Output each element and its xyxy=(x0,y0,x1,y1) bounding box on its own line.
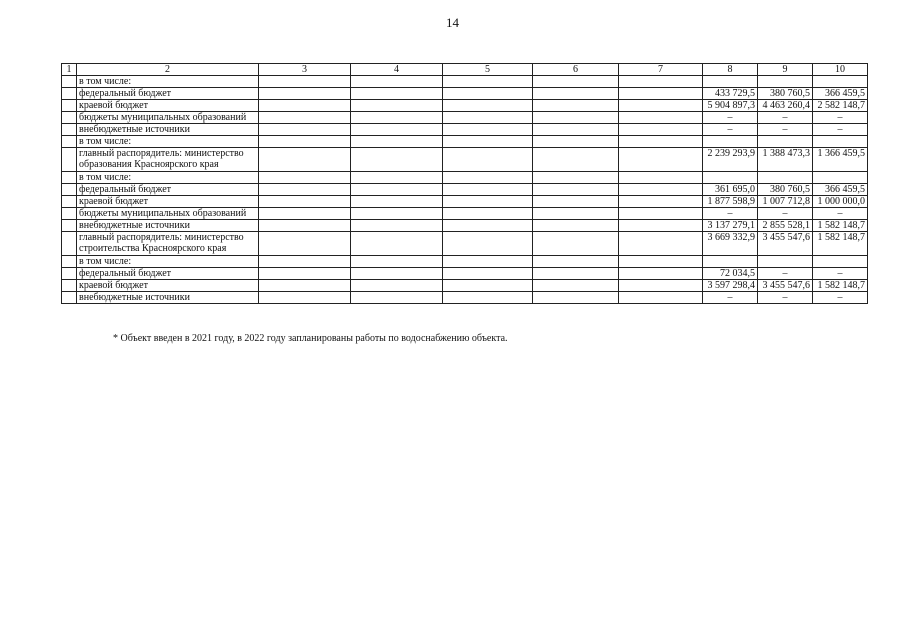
empty-cell-col-3 xyxy=(259,124,351,136)
value-cell-col-8 xyxy=(703,256,758,268)
value-cell-col-8: 361 695,0 xyxy=(703,184,758,196)
empty-cell-col-4 xyxy=(351,172,443,184)
empty-cell-col-3 xyxy=(259,292,351,304)
value-cell-col-9: 380 760,5 xyxy=(758,88,813,100)
table-row xyxy=(62,136,868,148)
table-row xyxy=(62,196,868,208)
table-row xyxy=(62,76,868,88)
header-cell: 2 xyxy=(77,64,259,76)
value-cell-col-8: 5 904 897,3 xyxy=(703,100,758,112)
empty-cell-col-4 xyxy=(351,112,443,124)
table-row xyxy=(62,208,868,220)
empty-cell-col-5 xyxy=(443,208,533,220)
table-row xyxy=(62,88,868,100)
header-cell: 4 xyxy=(351,64,443,76)
empty-cell-col-7 xyxy=(619,172,703,184)
empty-cell-col-5 xyxy=(443,232,533,256)
empty-cell-col-4 xyxy=(351,280,443,292)
value-cell-col-8: – xyxy=(703,112,758,124)
empty-cell-col-1 xyxy=(62,184,77,196)
value-cell-col-8: 72 034,5 xyxy=(703,268,758,280)
empty-cell-col-6 xyxy=(533,232,619,256)
empty-cell-col-7 xyxy=(619,196,703,208)
value-cell-col-10: – xyxy=(813,112,868,124)
header-cell: 6 xyxy=(533,64,619,76)
value-cell-col-10 xyxy=(813,76,868,88)
empty-cell-col-5 xyxy=(443,148,533,172)
row-label: внебюджетные источники xyxy=(77,220,259,232)
row-label: внебюджетные источники xyxy=(77,292,259,304)
row-label: бюджеты муниципальных образований xyxy=(77,112,259,124)
table-row xyxy=(62,232,868,256)
empty-cell-col-4 xyxy=(351,268,443,280)
empty-cell-col-5 xyxy=(443,88,533,100)
value-cell-col-10: 366 459,5 xyxy=(813,184,868,196)
value-cell-col-8: 3 137 279,1 xyxy=(703,220,758,232)
empty-cell-col-5 xyxy=(443,256,533,268)
value-cell-col-8: – xyxy=(703,292,758,304)
empty-cell-col-6 xyxy=(533,136,619,148)
value-cell-col-9: – xyxy=(758,292,813,304)
header-cell: 10 xyxy=(813,64,868,76)
empty-cell-col-5 xyxy=(443,112,533,124)
table-row xyxy=(62,268,868,280)
row-label: федеральный бюджет xyxy=(77,88,259,100)
empty-cell-col-6 xyxy=(533,76,619,88)
empty-cell-col-1 xyxy=(62,124,77,136)
empty-cell-col-7 xyxy=(619,100,703,112)
empty-cell-col-3 xyxy=(259,148,351,172)
table-row xyxy=(62,124,868,136)
empty-cell-col-3 xyxy=(259,196,351,208)
empty-cell-col-1 xyxy=(62,220,77,232)
empty-cell-col-3 xyxy=(259,268,351,280)
empty-cell-col-7 xyxy=(619,268,703,280)
value-cell-col-10 xyxy=(813,172,868,184)
value-cell-col-8 xyxy=(703,172,758,184)
empty-cell-col-4 xyxy=(351,76,443,88)
row-label: главный распорядитель: министерство образования Красноярского края xyxy=(77,148,259,172)
empty-cell-col-6 xyxy=(533,112,619,124)
value-cell-col-9: 1 388 473,3 xyxy=(758,148,813,172)
row-label: в том числе: xyxy=(77,256,259,268)
empty-cell-col-4 xyxy=(351,184,443,196)
empty-cell-col-5 xyxy=(443,184,533,196)
empty-cell-col-6 xyxy=(533,124,619,136)
value-cell-col-8 xyxy=(703,136,758,148)
row-label: федеральный бюджет xyxy=(77,268,259,280)
row-label: краевой бюджет xyxy=(77,280,259,292)
empty-cell-col-3 xyxy=(259,232,351,256)
value-cell-col-10: 1 582 148,7 xyxy=(813,280,868,292)
empty-cell-col-1 xyxy=(62,280,77,292)
empty-cell-col-6 xyxy=(533,196,619,208)
empty-cell-col-4 xyxy=(351,148,443,172)
value-cell-col-10 xyxy=(813,256,868,268)
empty-cell-col-5 xyxy=(443,100,533,112)
empty-cell-col-3 xyxy=(259,184,351,196)
empty-cell-col-5 xyxy=(443,76,533,88)
header-cell: 3 xyxy=(259,64,351,76)
header-cell: 8 xyxy=(703,64,758,76)
empty-cell-col-1 xyxy=(62,148,77,172)
row-label: бюджеты муниципальных образований xyxy=(77,208,259,220)
value-cell-col-9: 3 455 547,6 xyxy=(758,280,813,292)
empty-cell-col-1 xyxy=(62,136,77,148)
empty-cell-col-1 xyxy=(62,112,77,124)
header-cell: 9 xyxy=(758,64,813,76)
empty-cell-col-3 xyxy=(259,112,351,124)
row-label: в том числе: xyxy=(77,76,259,88)
empty-cell-col-4 xyxy=(351,196,443,208)
budget-table-body xyxy=(62,64,868,304)
empty-cell-col-3 xyxy=(259,220,351,232)
value-cell-col-8: 2 239 293,9 xyxy=(703,148,758,172)
row-label: в том числе: xyxy=(77,172,259,184)
value-cell-col-9: – xyxy=(758,268,813,280)
empty-cell-col-1 xyxy=(62,100,77,112)
value-cell-col-10: – xyxy=(813,268,868,280)
empty-cell-col-3 xyxy=(259,88,351,100)
empty-cell-col-7 xyxy=(619,220,703,232)
empty-cell-col-1 xyxy=(62,256,77,268)
row-label: внебюджетные источники xyxy=(77,124,259,136)
empty-cell-col-4 xyxy=(351,256,443,268)
table-row xyxy=(62,220,868,232)
table-row xyxy=(62,148,868,172)
value-cell-col-8: 3 597 298,4 xyxy=(703,280,758,292)
empty-cell-col-4 xyxy=(351,124,443,136)
empty-cell-col-5 xyxy=(443,124,533,136)
empty-cell-col-7 xyxy=(619,256,703,268)
header-cell: 1 xyxy=(62,64,77,76)
value-cell-col-8: 3 669 332,9 xyxy=(703,232,758,256)
empty-cell-col-7 xyxy=(619,124,703,136)
empty-cell-col-4 xyxy=(351,220,443,232)
value-cell-col-10: – xyxy=(813,292,868,304)
empty-cell-col-4 xyxy=(351,232,443,256)
empty-cell-col-6 xyxy=(533,148,619,172)
empty-cell-col-1 xyxy=(62,268,77,280)
empty-cell-col-1 xyxy=(62,88,77,100)
row-label: главный распорядитель: министерство строительства Красноярского края xyxy=(77,232,259,256)
header-cell: 5 xyxy=(443,64,533,76)
value-cell-col-8: – xyxy=(703,124,758,136)
empty-cell-col-3 xyxy=(259,172,351,184)
empty-cell-col-5 xyxy=(443,196,533,208)
empty-cell-col-6 xyxy=(533,88,619,100)
empty-cell-col-1 xyxy=(62,196,77,208)
table-row xyxy=(62,100,868,112)
empty-cell-col-5 xyxy=(443,292,533,304)
value-cell-col-9 xyxy=(758,136,813,148)
empty-cell-col-5 xyxy=(443,172,533,184)
empty-cell-col-4 xyxy=(351,88,443,100)
value-cell-col-9 xyxy=(758,76,813,88)
empty-cell-col-1 xyxy=(62,208,77,220)
empty-cell-col-5 xyxy=(443,280,533,292)
empty-cell-col-7 xyxy=(619,280,703,292)
table-row xyxy=(62,112,868,124)
header-cell: 7 xyxy=(619,64,703,76)
value-cell-col-9: – xyxy=(758,124,813,136)
value-cell-col-9: 380 760,5 xyxy=(758,184,813,196)
empty-cell-col-7 xyxy=(619,136,703,148)
value-cell-col-10 xyxy=(813,136,868,148)
empty-cell-col-1 xyxy=(62,76,77,88)
empty-cell-col-6 xyxy=(533,268,619,280)
empty-cell-col-4 xyxy=(351,292,443,304)
empty-cell-col-5 xyxy=(443,220,533,232)
empty-cell-col-7 xyxy=(619,232,703,256)
empty-cell-col-5 xyxy=(443,136,533,148)
empty-cell-col-3 xyxy=(259,256,351,268)
empty-cell-col-6 xyxy=(533,100,619,112)
value-cell-col-9: 1 007 712,8 xyxy=(758,196,813,208)
value-cell-col-10: 1 000 000,0 xyxy=(813,196,868,208)
table-row xyxy=(62,172,868,184)
empty-cell-col-7 xyxy=(619,208,703,220)
value-cell-col-10: – xyxy=(813,124,868,136)
empty-cell-col-4 xyxy=(351,208,443,220)
row-label: федеральный бюджет xyxy=(77,184,259,196)
value-cell-col-10: 366 459,5 xyxy=(813,88,868,100)
empty-cell-col-3 xyxy=(259,280,351,292)
empty-cell-col-4 xyxy=(351,136,443,148)
empty-cell-col-7 xyxy=(619,184,703,196)
empty-cell-col-7 xyxy=(619,292,703,304)
empty-cell-col-7 xyxy=(619,76,703,88)
value-cell-col-8: 1 877 598,9 xyxy=(703,196,758,208)
table-row xyxy=(62,256,868,268)
table-row xyxy=(62,184,868,196)
table-header-row xyxy=(62,64,868,76)
empty-cell-col-1 xyxy=(62,232,77,256)
value-cell-col-9: – xyxy=(758,208,813,220)
empty-cell-col-7 xyxy=(619,148,703,172)
budget-table xyxy=(61,63,868,304)
empty-cell-col-5 xyxy=(443,268,533,280)
empty-cell-col-3 xyxy=(259,76,351,88)
empty-cell-col-6 xyxy=(533,256,619,268)
page-number: 14 xyxy=(446,15,459,30)
row-label: в том числе: xyxy=(77,136,259,148)
empty-cell-col-3 xyxy=(259,136,351,148)
empty-cell-col-6 xyxy=(533,292,619,304)
value-cell-col-9: 4 463 260,4 xyxy=(758,100,813,112)
empty-cell-col-1 xyxy=(62,172,77,184)
table-row xyxy=(62,292,868,304)
empty-cell-col-3 xyxy=(259,208,351,220)
value-cell-col-10: 2 582 148,7 xyxy=(813,100,868,112)
value-cell-col-8 xyxy=(703,76,758,88)
value-cell-col-9: 3 455 547,6 xyxy=(758,232,813,256)
row-label: краевой бюджет xyxy=(77,196,259,208)
empty-cell-col-6 xyxy=(533,172,619,184)
value-cell-col-10: – xyxy=(813,208,868,220)
value-cell-col-10: 1 582 148,7 xyxy=(813,220,868,232)
value-cell-col-9 xyxy=(758,172,813,184)
value-cell-col-9 xyxy=(758,256,813,268)
empty-cell-col-4 xyxy=(351,100,443,112)
empty-cell-col-7 xyxy=(619,112,703,124)
empty-cell-col-1 xyxy=(62,292,77,304)
empty-cell-col-6 xyxy=(533,220,619,232)
value-cell-col-8: – xyxy=(703,208,758,220)
empty-cell-col-6 xyxy=(533,280,619,292)
value-cell-col-10: 1 366 459,5 xyxy=(813,148,868,172)
footnote: * Объект введен в 2021 году, в 2022 году запланированы работы по водоснабжению объекта. xyxy=(113,333,508,344)
value-cell-col-9: – xyxy=(758,112,813,124)
empty-cell-col-6 xyxy=(533,208,619,220)
empty-cell-col-6 xyxy=(533,184,619,196)
empty-cell-col-3 xyxy=(259,100,351,112)
table-row xyxy=(62,280,868,292)
empty-cell-col-7 xyxy=(619,88,703,100)
value-cell-col-8: 433 729,5 xyxy=(703,88,758,100)
value-cell-col-10: 1 582 148,7 xyxy=(813,232,868,256)
row-label: краевой бюджет xyxy=(77,100,259,112)
value-cell-col-9: 2 855 528,1 xyxy=(758,220,813,232)
